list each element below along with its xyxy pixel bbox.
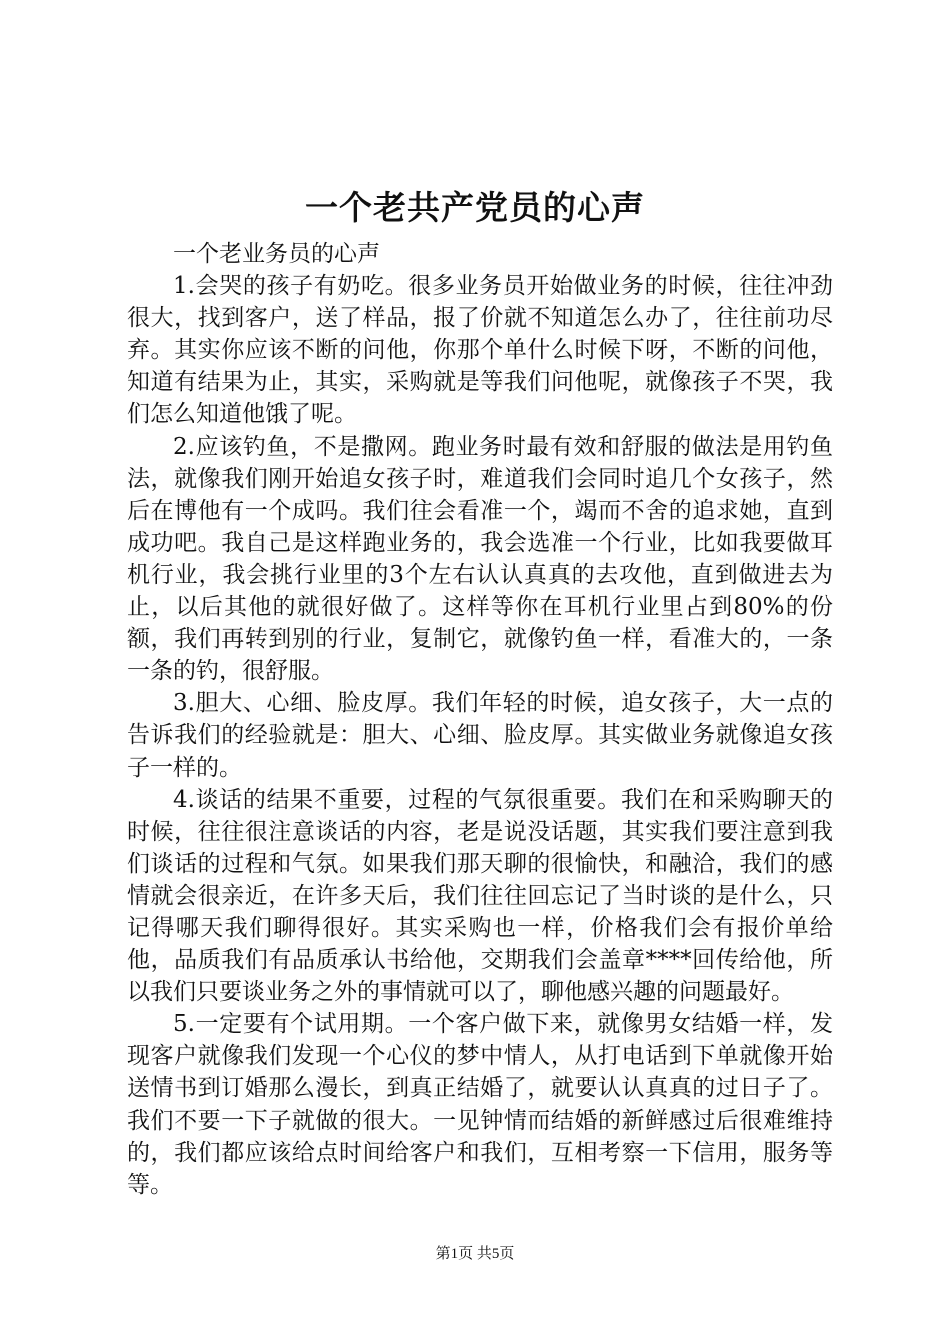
paragraph-4: 4.谈话的结果不重要，过程的气氛很重要。我们在和采购聊天的时候，往往很注意谈话的内容，老是说没话题，其实我们要注意到我们谈话的过程和气氛。如果我们那天聊的很愉快，和融洽，我们的感情就会很亲近，在许多天后，我们往往回忘记了当时谈的是什么，只记得哪天我们聊得很好。其实采购也一样，价格我们会有报价单给他，品质我们有品质承认书给他，交期我们会盖章****回传给他，所以我们只要谈业务之外的事情就可以了，聊他感兴趣的问题最好。: [127, 786, 833, 1006]
paragraph-3: 3.胆大、心细、脸皮厚。我们年轻的时候，追女孩子，大一点的告诉我们的经验就是：胆大、心细、脸皮厚。其实做业务就像追女孩子一样的。: [127, 690, 833, 781]
paragraph-subtitle: 一个老业务员的心声: [173, 241, 380, 267]
document-body: [127, 238, 833, 1201]
paragraph-5: 5.一定要有个试用期。一个客户做下来，就像男女结婚一样，发现客户就像我们发现一个心仪的梦中情人，从打电话到下单就像开始送情书到订婚那么漫长，到真正结婚了，就要认认真真的过日子了。我们不要一下子就做的很大。一见钟情而结婚的新鲜感过后很难维持的，我们都应该给点时间给客户和我们，互相考察一下信用，服务等等。: [127, 1011, 833, 1198]
paragraph-1: 1.会哭的孩子有奶吃。很多业务员开始做业务的时候，往往冲劲很大，找到客户，送了样品，报了价就不知道怎么办了，往往前功尽弃。其实你应该不断的问他，你那个单什么时候下呀，不断的问他，知道有结果为止，其实，采购就是等我们问他呢，就像孩子不哭，我们怎么知道他饿了呢。: [127, 273, 833, 428]
document-title: 一个老共产党员的心声: [305, 188, 645, 227]
page-footer: 第1页 共5页: [435, 1246, 515, 1262]
paragraph-2: 2.应该钓鱼，不是撒网。跑业务时最有效和舒服的做法是用钓鱼法，就像我们刚开始追女孩子时，难道我们会同时追几个女孩子，然后在博他有一个成吗。我们往会看准一个，竭而不舍的追求她，直到成功吧。我自己是这样跑业务的，我会选准一个行业，比如我要做耳机行业，我会挑行业里的3个左右认认真真的去攻他，直到做进去为止，以后其他的就很好做了。这样等你在耳机行业里占到80%的份额，我们再转到别的行业，复制它，就像钓鱼一样，看准大的，一条一条的钓，很舒服。: [127, 433, 833, 685]
